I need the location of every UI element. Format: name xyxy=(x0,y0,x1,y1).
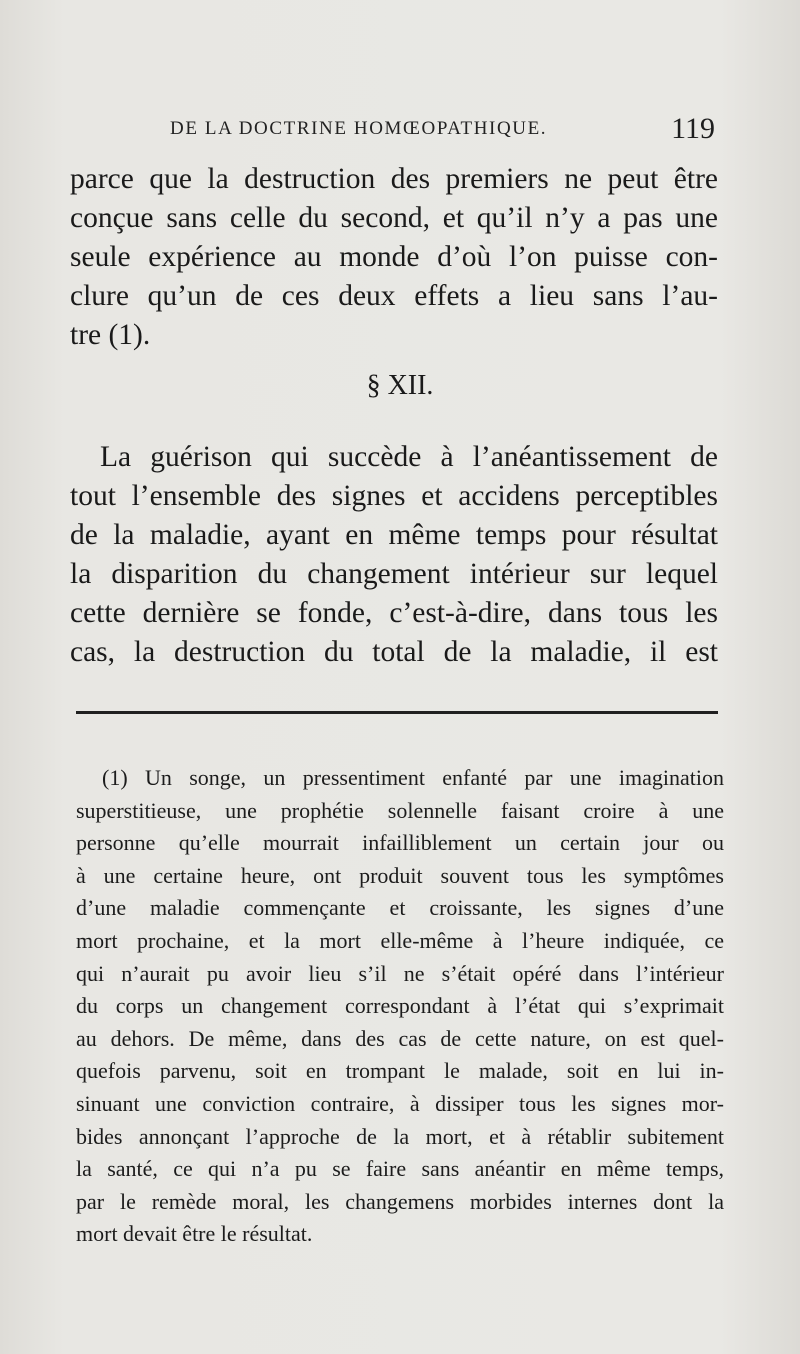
footnote-line: sinuant une conviction contraire, à dissiper tous les signes mor- xyxy=(76,1090,724,1116)
footnote xyxy=(76,762,724,1251)
footnote-line: du corps un changement correspondant à l’état qui s’exprimait xyxy=(76,993,724,1019)
text-line: cette dernière se fonde, c’est-à-dire, dans tous les xyxy=(70,597,718,629)
page-header xyxy=(170,112,715,146)
footnote-line: au dehors. De même, dans des cas de cette nature, on est quel- xyxy=(76,1025,724,1051)
footnote-line: par le remède moral, les changemens morbides internes dont la xyxy=(76,1188,724,1214)
text-line: tre (1). xyxy=(70,319,151,351)
text-line: clure qu’un de ces deux effets a lieu sans l’au- xyxy=(70,280,718,312)
paragraph-section-xii xyxy=(70,438,718,672)
footnote-line: mort prochaine, et la mort elle-même à l’heure indiquée, ce xyxy=(76,927,724,953)
footnote-line: (1) Un songe, un pressentiment enfanté par une imagination xyxy=(102,765,724,790)
page-number: 119 xyxy=(671,112,715,145)
footnote-line: la santé, ce qui n’a pu se faire sans anéantir en même temps, xyxy=(76,1156,724,1182)
footnote-line: superstitieuse, une prophétie solennelle faisant croire à une xyxy=(76,797,724,823)
footnote-line: bides annonçant l’approche de la mort, et à rétablir subitement xyxy=(76,1123,724,1149)
footnote-line: mort devait être le résultat. xyxy=(76,1221,313,1247)
text-line: parce que la destruction des premiers ne peut être xyxy=(70,163,718,195)
footnote-line: à une certaine heure, ont produit souvent tous les symptômes xyxy=(76,862,724,888)
text-line: La guérison qui succède à l’anéantissement de xyxy=(100,441,718,473)
section-heading: § XII. xyxy=(366,370,434,401)
text-line: conçue sans celle du second, et qu’il n’y a pas une xyxy=(70,202,718,234)
text-line: la disparition du changement intérieur sur lequel xyxy=(70,558,718,590)
running-head: DE LA DOCTRINE HOMŒOPATHIQUE. xyxy=(170,118,548,139)
text-line: seule expérience au monde d’où l’on puisse con- xyxy=(70,241,718,273)
footnote-separator xyxy=(76,711,718,714)
text-line: tout l’ensemble des signes et accidens perceptibles xyxy=(70,480,718,512)
paragraph-continuation xyxy=(70,160,718,355)
footnote-line: quefois parvenu, soit en trompant le malade, soit en lui in- xyxy=(76,1058,724,1084)
text-line: cas, la destruction du total de la maladie, il est xyxy=(70,636,718,668)
footnote-line: d’une maladie commençante et croissante, les signes d’une xyxy=(76,895,724,921)
footnote-line: personne qu’elle mourrait infailliblement un certain jour ou xyxy=(76,830,724,856)
footnote-line: qui n’aurait pu avoir lieu s’il ne s’était opéré dans l’intérieur xyxy=(76,960,724,986)
text-line: de la maladie, ayant en même temps pour résultat xyxy=(70,519,718,551)
